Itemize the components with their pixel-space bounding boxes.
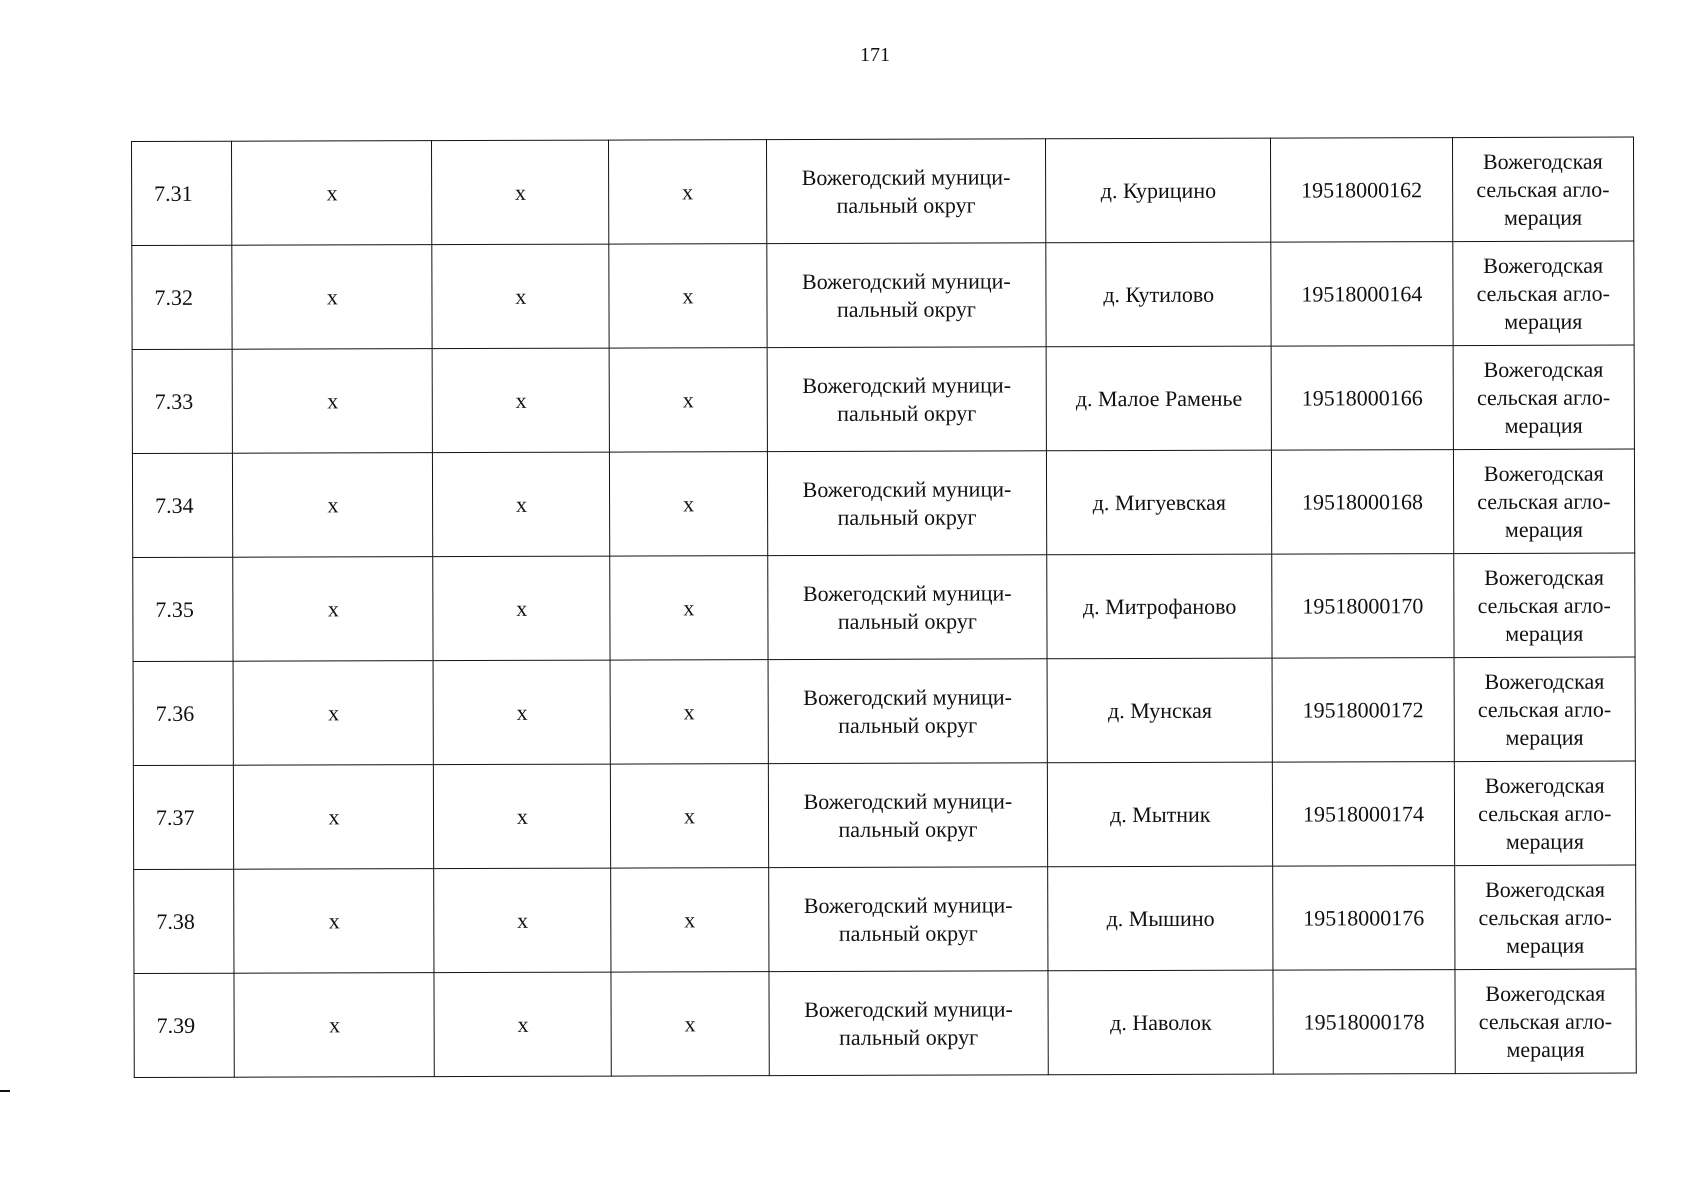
placeholder-cell: х: [610, 660, 768, 764]
placeholder-cell: х: [434, 764, 611, 869]
placeholder-cell: х: [433, 660, 610, 765]
placeholder-cell: х: [233, 453, 433, 558]
code-cell: 19518000172: [1272, 658, 1454, 763]
locality-cell: д. Мигуевская: [1047, 450, 1272, 555]
agglomeration-cell: Вожегодская сельская агло- мерация: [1453, 345, 1635, 450]
code-cell: 19518000162: [1271, 138, 1453, 243]
table-row: [132, 345, 1634, 453]
table-row: [133, 657, 1635, 765]
district-cell: Вожегодский муници- пальный округ: [766, 243, 1046, 348]
page-number: 171: [860, 44, 890, 66]
placeholder-cell: х: [234, 765, 434, 870]
row-number-cell: 7.39: [134, 973, 235, 1077]
agglomeration-cell: Вожегодская сельская агло- мерация: [1453, 449, 1635, 554]
placeholder-cell: х: [232, 141, 432, 246]
table-row: [132, 241, 1634, 349]
placeholder-cell: х: [609, 244, 767, 348]
district-cell: Вожегодский муници- пальный округ: [767, 555, 1047, 660]
placeholder-cell: х: [610, 556, 768, 660]
placeholder-cell: х: [233, 349, 433, 454]
code-cell: 19518000174: [1273, 762, 1455, 867]
locality-cell: д. Малое Раменье: [1046, 346, 1271, 451]
district-cell: Вожегодский муници- пальный округ: [767, 347, 1047, 452]
row-number-cell: 7.37: [133, 765, 234, 869]
placeholder-cell: х: [233, 557, 433, 662]
code-cell: 19518000164: [1271, 242, 1453, 347]
table-body: [132, 137, 1637, 1077]
placeholder-cell: х: [234, 661, 434, 766]
locality-cell: д. Митрофаново: [1047, 554, 1272, 659]
table-row: [132, 137, 1634, 245]
agglomeration-cell: Вожегодская сельская агло- мерация: [1452, 241, 1634, 346]
code-cell: 19518000168: [1272, 450, 1454, 555]
row-number-cell: 7.34: [132, 453, 233, 557]
locality-cell: д. Наволок: [1048, 970, 1273, 1075]
placeholder-cell: х: [234, 869, 434, 974]
row-number-cell: 7.36: [133, 661, 234, 765]
row-number-cell: 7.32: [132, 245, 233, 349]
placeholder-cell: х: [232, 245, 432, 350]
district-cell: Вожегодский муници- пальный округ: [768, 659, 1048, 764]
placeholder-cell: х: [609, 348, 767, 452]
district-cell: Вожегодский муници- пальный округ: [768, 763, 1048, 868]
agglomeration-cell: Вожегодская сельская агло- мерация: [1454, 657, 1636, 762]
agglomeration-cell: Вожегодская сельская агло- мерация: [1454, 865, 1636, 970]
agglomeration-cell: Вожегодская сельская агло- мерация: [1454, 761, 1636, 866]
placeholder-cell: х: [234, 973, 434, 1078]
district-cell: Вожегодский муници- пальный округ: [769, 971, 1049, 1076]
locality-cell: д. Мышино: [1048, 866, 1273, 971]
table-row: [133, 761, 1635, 869]
code-cell: 19518000178: [1273, 970, 1455, 1075]
agglomeration-cell: Вожегодская сельская агло- мерация: [1452, 137, 1634, 242]
locality-cell: д. Мунская: [1047, 658, 1272, 763]
placeholder-cell: х: [611, 972, 769, 1076]
placeholder-cell: х: [433, 452, 610, 557]
row-number-cell: 7.35: [133, 557, 234, 661]
placeholder-cell: х: [611, 764, 769, 868]
placeholder-cell: х: [610, 452, 768, 556]
data-table: [131, 137, 1637, 1078]
locality-cell: д. Курицино: [1046, 138, 1271, 243]
row-number-cell: 7.38: [134, 869, 235, 973]
table-row: [133, 553, 1635, 661]
placeholder-cell: х: [611, 868, 769, 972]
placeholder-cell: х: [609, 140, 767, 244]
locality-cell: д. Кутилово: [1046, 242, 1271, 347]
table-row: [134, 865, 1636, 973]
row-number-cell: 7.31: [132, 141, 233, 245]
agglomeration-cell: Вожегодская сельская агло- мерация: [1455, 969, 1637, 1074]
placeholder-cell: х: [432, 348, 609, 453]
margin-mark: [0, 1090, 10, 1092]
code-cell: 19518000176: [1273, 866, 1455, 971]
district-cell: Вожегодский муници- пальный округ: [766, 139, 1046, 244]
placeholder-cell: х: [432, 244, 609, 349]
table-row: [132, 449, 1634, 557]
code-cell: 19518000170: [1272, 554, 1454, 659]
table-row: [134, 969, 1636, 1077]
district-cell: Вожегодский муници- пальный округ: [768, 867, 1048, 972]
placeholder-cell: х: [433, 556, 610, 661]
locality-cell: д. Мытник: [1048, 762, 1273, 867]
row-number-cell: 7.33: [132, 349, 233, 453]
agglomeration-cell: Вожегодская сельская агло- мерация: [1453, 553, 1635, 658]
placeholder-cell: х: [434, 868, 611, 973]
placeholder-cell: х: [434, 972, 611, 1077]
district-cell: Вожегодский муници- пальный округ: [767, 451, 1047, 556]
code-cell: 19518000166: [1271, 346, 1453, 451]
placeholder-cell: х: [432, 140, 609, 245]
